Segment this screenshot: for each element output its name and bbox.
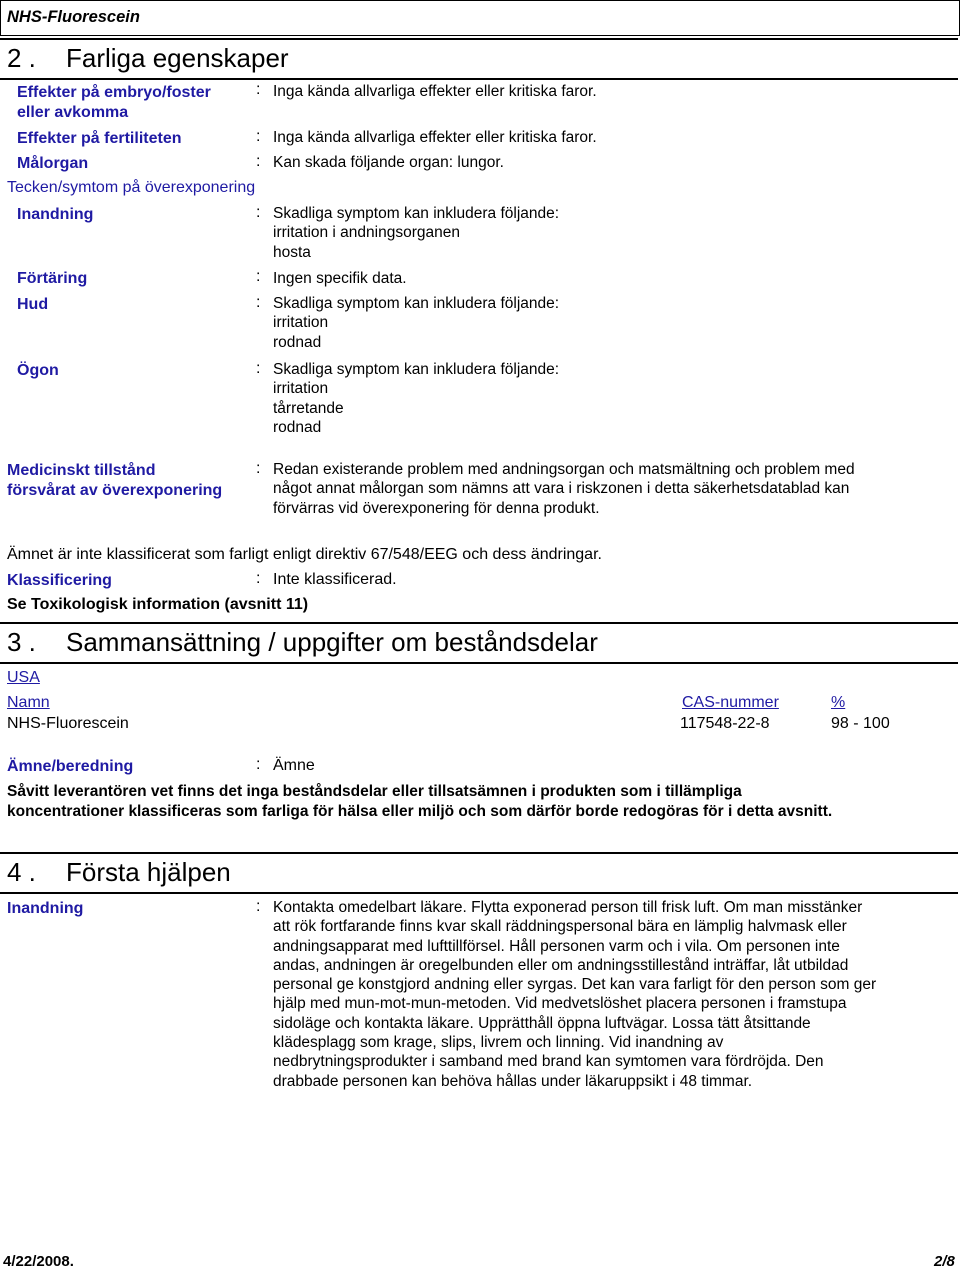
skin-label: Hud [17, 296, 49, 313]
colon: : [256, 294, 261, 311]
colon: : [256, 460, 261, 477]
medical-condition-label: Medicinskt tillstånd försvårat av överexponering [7, 462, 223, 499]
supplier-statement: Såvitt leverantören vet finns det inga beståndsdelar eller tillsatsämnen i produkten som i tillämpliga koncentrationer klassificeras som farliga för hälsa eller miljö och som därför borde redogöras för i detta avsnitt. [7, 783, 833, 820]
fertility-value: Inga kända allvarliga effekter eller kritiska faror. [273, 129, 597, 146]
colon: : [256, 81, 261, 98]
first-aid-inhalation-value: Kontakta omedelbart läkare. Flytta exponerad person till frisk luft. Om man misstänker att rök fortfarande finns kvar skall räddningspersonal bära en lämplig halvmask eller andningsapparat med lufttillförsel. Håll personen varm och i vila. Om personen inte andas, andningen är oregelbunden eller om andningsstillestånd inträffar, låt utbildad personal ge konstgjord andning eller syrgas. Det kan vara farligt för den person som ger hjälp med mun-mot-mun-metoden. Vid medvetslöshet placera personen i framstupa sidoläge och kontakta läkare. Upprätthåll öppna luftvägar. Lossa tätt åtsittande klädesplagg som krage, slips, livrem och linning. Vid inandning av nedbrytningsprodukter i samband med brand kan symtomen vara fördröjda. Den drabbade personen kan behöva hållas under läkaruppsikt i 48 timmar. [273, 899, 877, 1090]
colon: : [256, 570, 261, 587]
ingestion-value: Ingen specifik data. [273, 270, 407, 287]
colon: : [256, 153, 261, 170]
colon: : [256, 360, 261, 377]
colon: : [256, 756, 261, 773]
target-organ-label: Målorgan [17, 155, 89, 172]
section-3-number: 3 . [7, 627, 36, 657]
ingestion-label: Förtäring [17, 270, 88, 287]
fertility-label: Effekter på fertiliteten [17, 130, 182, 147]
header-box [0, 0, 960, 36]
classification-value: Inte klassificerad. [273, 571, 397, 588]
target-organ-value: Kan skada följande organ: lungor. [273, 154, 504, 171]
colon: : [256, 128, 261, 145]
footer-date: 4/22/2008. [3, 1253, 74, 1270]
see-tox-note: Se Toxikologisk information (avsnitt 11) [7, 596, 309, 613]
eyes-label: Ögon [17, 362, 59, 379]
component-name: NHS-Fluorescein [7, 715, 129, 732]
column-percent-header: % [831, 694, 846, 711]
footer-page: 2/8 [934, 1253, 955, 1270]
component-percent: 98 - 100 [831, 715, 890, 732]
not-classified-note: Ämnet är inte klassificerat som farligt enligt direktiv 67/548/EEG och dess ändringar. [7, 546, 602, 563]
substance-value: Ämne [273, 757, 315, 774]
product-name: NHS-Fluorescein [7, 8, 140, 26]
section-3-title: Sammansättning / uppgifter om beståndsdelar [66, 627, 598, 657]
inhalation-symptoms-label: Inandning [17, 206, 94, 223]
classification-label: Klassificering [7, 572, 112, 589]
section-2-title: Farliga egenskaper [66, 43, 289, 73]
section-4-title: Första hjälpen [66, 857, 231, 887]
colon: : [256, 898, 261, 915]
section-2-number: 2 . [7, 43, 36, 73]
eyes-value: Skadliga symptom kan inkludera följande: irritation tårretande rodnad [273, 361, 560, 436]
inhalation-symptoms-value: Skadliga symptom kan inkludera följande: irritation i andningsorganen hosta [273, 205, 560, 261]
colon: : [256, 204, 261, 221]
column-name-header: Namn [7, 694, 50, 711]
embryo-label: Effekter på embryo/foster eller avkomma [17, 84, 211, 121]
section-4-number: 4 . [7, 857, 36, 887]
region-label: USA [7, 669, 40, 686]
symptoms-heading: Tecken/symtom på överexponering [7, 179, 256, 196]
substance-label: Ämne/beredning [7, 758, 134, 775]
column-cas-header: CAS-nummer [682, 694, 779, 711]
medical-condition-value: Redan existerande problem med andningsorgan och matsmältning och problem med något annat målorgan som nämns att vara i riskzonen i detta säkerhetsdatablad kan förvärras vid överexponering för denna produkt. [273, 461, 855, 517]
skin-value: Skadliga symptom kan inkludera följande: irritation rodnad [273, 295, 560, 351]
colon: : [256, 268, 261, 285]
first-aid-inhalation-label: Inandning [7, 900, 84, 917]
embryo-value: Inga kända allvarliga effekter eller kritiska faror. [273, 83, 597, 100]
component-cas: 117548-22-8 [680, 715, 770, 732]
